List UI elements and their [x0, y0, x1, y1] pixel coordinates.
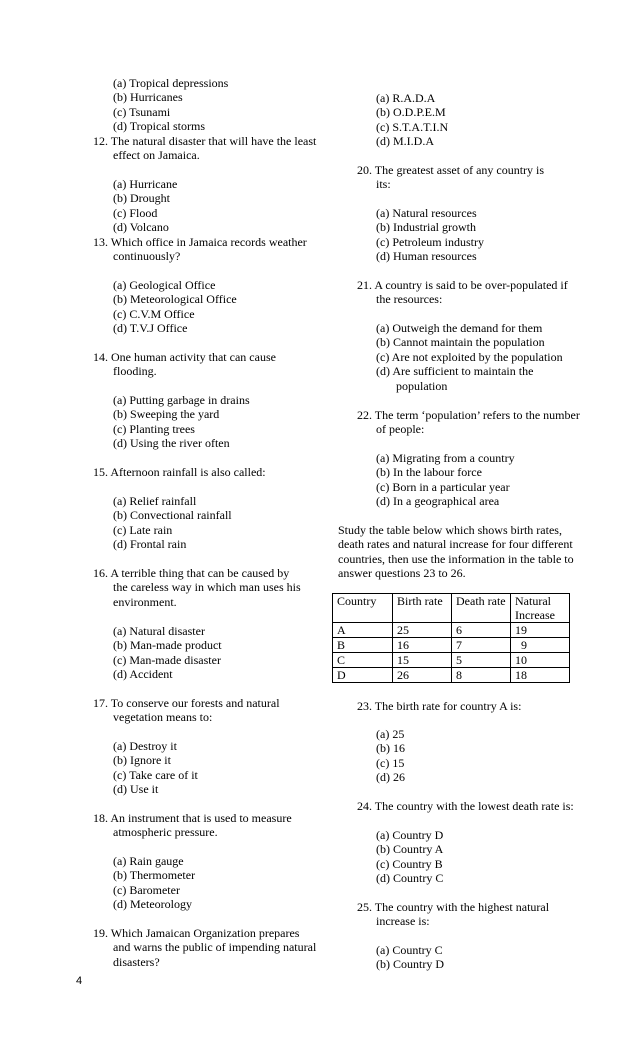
right-column-line: (a) Country C	[376, 943, 443, 957]
table-cell: 10	[511, 653, 570, 668]
left-column-line: 16. A terrible thing that can be caused by	[93, 566, 290, 580]
left-column-line: (d) Volcano	[113, 220, 169, 234]
left-column-line: (d) T.V.J Office	[113, 321, 188, 335]
left-column-line: (b) Drought	[113, 191, 170, 205]
right-column-line: (d) 26	[376, 770, 405, 784]
left-column-line: the careless way in which man uses his	[113, 580, 301, 594]
right-column-line: increase is:	[376, 914, 430, 928]
table-header-natural-increase: Natural Increase	[511, 594, 570, 623]
right-column-line: (a) Country D	[376, 828, 444, 842]
right-column-line: the resources:	[376, 292, 443, 306]
table-header-row	[333, 594, 570, 623]
right-column-line: countries, then use the information in the table to	[338, 552, 574, 566]
right-column-line: (c) Country B	[376, 857, 443, 871]
left-column-line: (c) Man-made disaster	[113, 653, 221, 667]
right-column-line: (b) In the labour force	[376, 465, 482, 479]
right-column-line: its:	[376, 177, 391, 191]
table-cell: 18	[511, 668, 570, 683]
left-column-line: 15. Afternoon rainfall is also called:	[93, 465, 266, 479]
left-column-line: (b) Convectional rainfall	[113, 508, 232, 522]
right-column-line: (d) In a geographical area	[376, 494, 500, 508]
left-column-line: (d) Frontal rain	[113, 537, 187, 551]
right-column-line: (b) Cannot maintain the population	[376, 335, 545, 349]
right-column-line: (c) 15	[376, 756, 405, 770]
table-cell: 16	[393, 638, 452, 653]
left-column-line: 17. To conserve our forests and natural	[93, 696, 280, 710]
left-column-line: (c) Tsunami	[113, 105, 171, 119]
table-cell: 5	[452, 653, 511, 668]
right-column-line: 23. The birth rate for country A is:	[357, 699, 522, 713]
left-column-line: (a) Natural disaster	[113, 624, 205, 638]
left-column-line: (b) Meteorological Office	[113, 292, 237, 306]
right-column-line: (d) M.I.D.A	[376, 134, 434, 148]
right-column-line: (a) Natural resources	[376, 206, 477, 220]
left-column-line: (c) Flood	[113, 206, 158, 220]
right-column-line: (d) Are sufficient to maintain the	[376, 364, 534, 378]
table-cell: D	[333, 668, 393, 683]
table-cell: C	[333, 653, 393, 668]
right-column-line: 24. The country with the lowest death rate is:	[357, 799, 574, 813]
left-column-line: (b) Man-made product	[113, 638, 222, 652]
left-column-line: (c) C.V.M Office	[113, 307, 195, 321]
left-column-line: (b) Sweeping the yard	[113, 407, 220, 421]
left-column-line: (b) Hurricanes	[113, 90, 183, 104]
left-column-line: (a) Destroy it	[113, 739, 177, 753]
table-cell: 26	[393, 668, 452, 683]
left-column-line: disasters?	[113, 955, 160, 969]
left-column-line: 14. One human activity that can cause	[93, 350, 276, 364]
left-column-line: continuously?	[113, 249, 181, 263]
table-cell: 8	[452, 668, 511, 683]
left-column-line: (a) Relief rainfall	[113, 494, 197, 508]
right-column-line: (c) Born in a particular year	[376, 480, 510, 494]
left-column-line: (a) Putting garbage in drains	[113, 393, 250, 407]
right-column-line: (a) Migrating from a country	[376, 451, 515, 465]
left-column-line: (c) Late rain	[113, 523, 173, 537]
table-row	[333, 623, 570, 638]
table-cell: 19	[511, 623, 570, 638]
right-column-line: (d) Human resources	[376, 249, 477, 263]
left-column-line: environment.	[113, 595, 177, 609]
right-column-line: 25. The country with the highest natural	[357, 900, 550, 914]
left-column-line: (d) Meteorology	[113, 897, 192, 911]
table-cell: 9	[511, 638, 570, 653]
table-row	[333, 668, 570, 683]
left-column-line: (c) Barometer	[113, 883, 180, 897]
right-column-line: (a) Outweigh the demand for them	[376, 321, 543, 335]
population-table	[332, 593, 570, 683]
table-cell: 25	[393, 623, 452, 638]
left-column-line: (d) Accident	[113, 667, 173, 681]
left-column-line: (b) Ignore it	[113, 753, 171, 767]
left-column-line: (a) Rain gauge	[113, 854, 184, 868]
table-header-birth-rate: Birth rate	[393, 594, 452, 623]
right-column-line: Study the table below which shows birth rates,	[338, 523, 562, 537]
left-column-line: (a) Hurricane	[113, 177, 178, 191]
table-cell: B	[333, 638, 393, 653]
right-column-line: (a) R.A.D.A	[376, 91, 436, 105]
table-header-country: Country	[333, 594, 393, 623]
table-cell: 6	[452, 623, 511, 638]
table-cell: A	[333, 623, 393, 638]
table-cell: 15	[393, 653, 452, 668]
right-column-line: 21. A country is said to be over-populated if	[357, 278, 568, 292]
right-column-line: (c) Petroleum industry	[376, 235, 484, 249]
right-column-line: 20. The greatest asset of any country is	[357, 163, 545, 177]
left-column-line: and warns the public of impending natural	[113, 940, 317, 954]
left-column-line: 12. The natural disaster that will have the least	[93, 134, 317, 148]
left-column-line: 19. Which Jamaican Organization prepares	[93, 926, 300, 940]
table-header-death-rate: Death rate	[452, 594, 511, 623]
right-column-line: (c) S.T.A.T.I.N	[376, 120, 449, 134]
left-column-line: (d) Using the river often	[113, 436, 230, 450]
table-row	[333, 638, 570, 653]
left-column-line: (a) Geological Office	[113, 278, 216, 292]
right-column-line: (b) Industrial growth	[376, 220, 476, 234]
right-column-line: death rates and natural increase for four different	[338, 537, 573, 551]
left-column-line: (d) Tropical storms	[113, 119, 206, 133]
left-column-line: (a) Tropical depressions	[113, 76, 229, 90]
table-cell: 7	[452, 638, 511, 653]
right-column-line: (d) Country C	[376, 871, 444, 885]
left-column-line: effect on Jamaica.	[113, 148, 200, 162]
left-column-line: (d) Use it	[113, 782, 159, 796]
right-column-line: (b) Country D	[376, 957, 444, 971]
right-column-line: answer questions 23 to 26.	[338, 566, 466, 580]
page-number: 4	[76, 975, 83, 987]
right-column-line: (b) Country A	[376, 842, 444, 856]
right-column-line: 22. The term ‘population’ refers to the number	[357, 408, 580, 422]
left-column-line: vegetation means to:	[113, 710, 213, 724]
left-column-line: 18. An instrument that is used to measure	[93, 811, 292, 825]
left-column-line: 13. Which office in Jamaica records weather	[93, 235, 307, 249]
left-column-line: (c) Planting trees	[113, 422, 195, 436]
right-column-line: (a) 25	[376, 727, 405, 741]
left-column-line: (b) Thermometer	[113, 868, 196, 882]
right-column-line: (b) 16	[376, 741, 405, 755]
right-column-line: of people:	[376, 422, 425, 436]
table-row	[333, 653, 570, 668]
left-column-line: (c) Take care of it	[113, 768, 198, 782]
right-column-line: (b) O.D.P.E.M	[376, 105, 446, 119]
right-column-line: (c) Are not exploited by the population	[376, 350, 563, 364]
left-column-line: atmospheric pressure.	[113, 825, 218, 839]
right-column-line: population	[396, 379, 448, 393]
left-column-line: flooding.	[113, 364, 157, 378]
